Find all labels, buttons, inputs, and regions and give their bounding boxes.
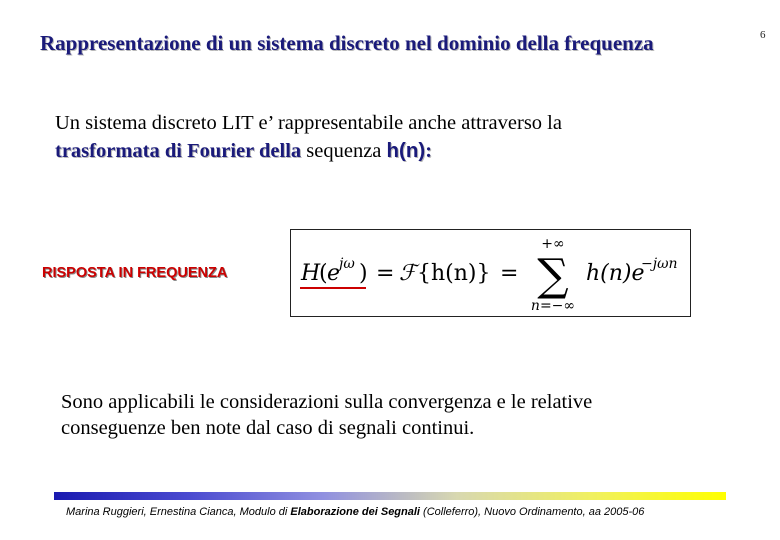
intro-colon: : xyxy=(425,140,433,162)
formula-term-exponent: −jωn xyxy=(641,256,678,272)
formula-equals-1: = xyxy=(376,261,395,286)
page-number: 6 xyxy=(760,29,766,41)
sequence-symbol: h(n) xyxy=(386,139,426,162)
sum-lower-limit: n=−∞ xyxy=(530,298,576,314)
formula-term: h(n)e xyxy=(586,261,645,286)
formula-lhs-close-paren: ) xyxy=(359,261,368,286)
formula-lhs-exponent: jω xyxy=(339,256,355,272)
footer-course-name: Elaborazione dei Segnali xyxy=(290,506,420,518)
footer-credits xyxy=(66,506,644,518)
slide-title: Rappresentazione di un sistema discreto nel dominio della frequenza xyxy=(40,31,654,55)
footer-authors: Marina Ruggieri, Ernestina Cianca, Modulo di xyxy=(66,506,291,518)
sum-upper-limit: +∞ xyxy=(541,236,565,252)
fourier-operator-symbol: ℱ xyxy=(399,261,417,286)
intro-paragraph xyxy=(55,109,735,165)
formula-lhs-H: H xyxy=(301,261,321,286)
sum-symbol: ∑ xyxy=(537,250,569,301)
intro-line-2 xyxy=(55,137,735,165)
footer-gradient-bar xyxy=(54,492,726,500)
formula-lhs-open-paren: ( xyxy=(319,261,328,286)
note-line-2: conseguenze ben note dal caso di segnali continui. xyxy=(61,417,475,439)
formula-lhs-underline xyxy=(300,287,366,289)
frequency-response-label: RISPOSTA IN FREQUENZA xyxy=(42,265,228,281)
formula-equals-2: = xyxy=(500,261,519,286)
formula-box xyxy=(290,229,691,317)
fourier-transform-highlight: trasformata di Fourier della xyxy=(55,140,302,162)
convergence-note xyxy=(61,389,741,441)
note-line-1: Sono applicabili le considerazioni sulla convergenza e le relative xyxy=(61,391,593,413)
footer-details: (Colleferro), Nuovo Ordinamento, aa 2005-06 xyxy=(419,506,645,518)
frequency-response-formula xyxy=(291,230,692,318)
intro-line-1: Un sistema discreto LIT e’ rappresentabile anche attraverso la xyxy=(55,112,562,134)
formula-lhs-e: e xyxy=(327,261,341,286)
intro-mid-text: sequenza xyxy=(301,140,387,162)
formula-fourier-argument: {h(n)} xyxy=(417,261,491,286)
